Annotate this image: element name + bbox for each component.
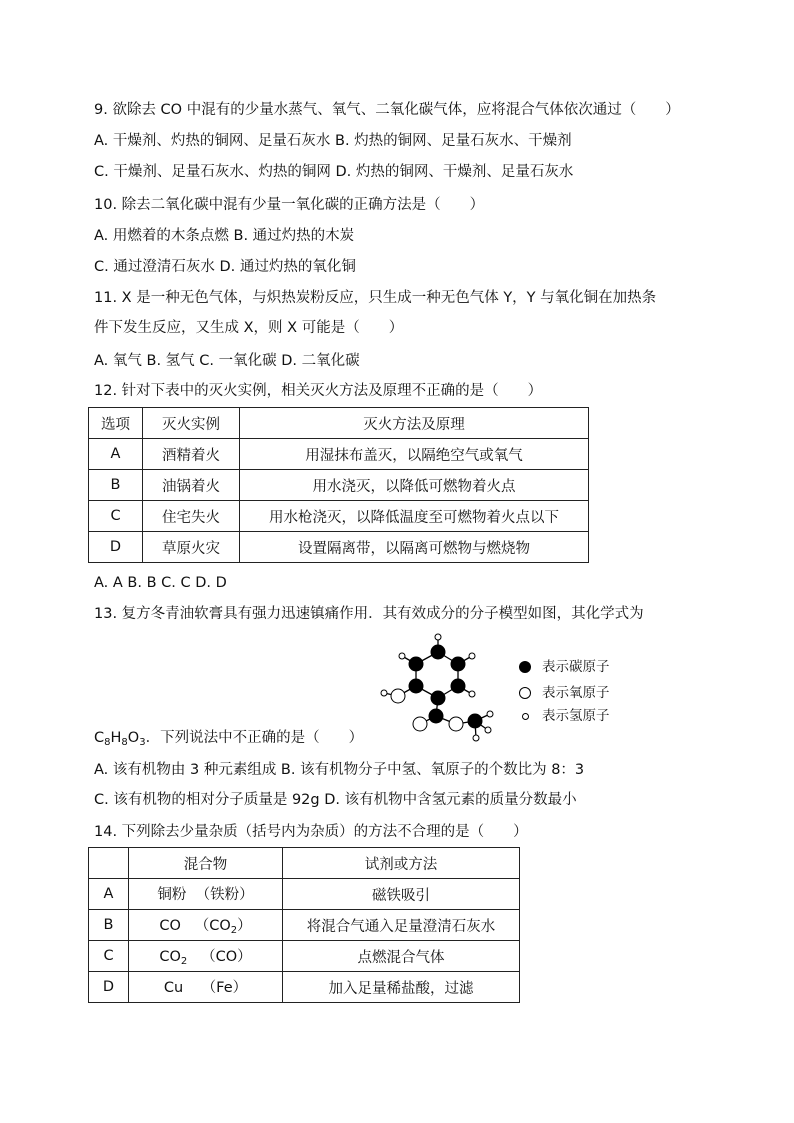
table-header-cell: 混合物 — [129, 848, 283, 879]
formula-o-count: 3 — [139, 737, 146, 748]
legend-oxygen-label: 表示氧原子 — [542, 685, 610, 701]
table-cell: 用水枪浇灭，以降低温度至可燃物着火点以下 — [240, 501, 589, 532]
q9-stem: 9. 欲除去 CO 中混有的少量水蒸气、氧气、二氧化碳气体，应将混合气体依次通过（ ） — [94, 102, 680, 118]
carbon-atom-icon — [516, 661, 534, 673]
table-row — [89, 532, 589, 563]
table-cell: 住宅失火 — [143, 501, 240, 532]
table-cell: A — [89, 439, 143, 470]
mixture-impurity-tail: ） — [237, 918, 252, 934]
q14-table — [88, 847, 520, 1003]
mixture-impurity: （Fe） — [201, 980, 248, 996]
mixture-cell — [129, 941, 283, 972]
table-cell: B — [89, 470, 143, 501]
hydrogen-atom-icon — [516, 713, 534, 720]
mixture-main: CO — [159, 918, 181, 934]
table-header-cell: 试剂或方法 — [283, 848, 520, 879]
table-cell: 酒精着火 — [143, 439, 240, 470]
table-cell: B — [89, 910, 129, 941]
table-header-cell: 灭火实例 — [143, 408, 240, 439]
formula-h: H — [110, 730, 122, 746]
mixture-impurity: （CO） — [201, 949, 252, 965]
table-cell: C — [89, 941, 129, 972]
table-cell: D — [89, 532, 143, 563]
table-row — [89, 879, 520, 910]
table-cell: 加入足量稀盐酸，过滤 — [283, 972, 520, 1003]
mixture-cell — [129, 910, 283, 941]
table-row — [89, 972, 520, 1003]
q13-formula-line — [94, 728, 363, 753]
table-cell: D — [89, 972, 129, 1003]
q11-stem-line2: 件下发生反应，又生成 X，则 X 可能是（ ） — [94, 320, 404, 336]
q12-table — [88, 407, 589, 563]
legend-carbon — [516, 657, 610, 677]
q12-options: A. A B. B C. C D. D — [94, 575, 227, 591]
table-cell: A — [89, 879, 129, 910]
q13-options-ab: A. 该有机物由 3 种元素组成 B. 该有机物分子中氢、氧原子的个数比为 8：3 — [94, 762, 585, 778]
oxygen-atom-icon — [516, 687, 534, 699]
table-row — [89, 910, 520, 941]
molecule-model-diagram — [378, 632, 500, 744]
mixture-impurity-sub: 2 — [230, 925, 238, 936]
mixture-main-sub: 2 — [180, 956, 188, 967]
table-cell: 磁铁吸引 — [283, 879, 520, 910]
q13-stem: 13. 复方冬青油软膏具有强力迅速镇痛作用．其有效成分的分子模型如图，其化学式为 — [94, 606, 644, 622]
q9-options-ab: A. 干燥剂、灼热的铜网、足量石灰水 B. 灼热的铜网、足量石灰水、干燥剂 — [94, 133, 572, 149]
table-row — [89, 470, 589, 501]
legend-oxygen — [516, 683, 610, 703]
mixture-cell — [129, 972, 283, 1003]
q12-stem: 12. 针对下表中的灭火实例，相关灭火方法及原理不正确的是（ ） — [94, 383, 543, 399]
legend-carbon-label: 表示碳原子 — [542, 659, 610, 675]
table-cell: 用水浇灭，以降低可燃物着火点 — [240, 470, 589, 501]
formula-c-count: 8 — [104, 737, 111, 748]
table-header-row — [89, 848, 520, 879]
mixture-impurity: （CO — [194, 918, 231, 934]
legend-hydrogen — [516, 706, 610, 726]
q11-options: A. 氧气 B. 氢气 C. 一氧化碳 D. 二氧化碳 — [94, 353, 360, 369]
q10-options-cd: C. 通过澄清石灰水 D. 通过灼热的氧化铜 — [94, 259, 356, 275]
formula-h-count: 8 — [121, 737, 128, 748]
table-cell: 草原火灾 — [143, 532, 240, 563]
table-header-row — [89, 408, 589, 439]
q11-stem-line1: 11. X 是一种无色气体，与炽热炭粉反应，只生成一种无色气体 Y，Y 与氧化铜在加热条 — [94, 290, 657, 306]
mixture-cell — [129, 879, 283, 910]
mixture-main: 铜粉 — [157, 887, 187, 903]
table-header-cell: 选项 — [89, 408, 143, 439]
mixture-main: Cu — [163, 980, 184, 996]
table-cell: C — [89, 501, 143, 532]
formula-o: O — [127, 730, 140, 746]
mixture-main: CO — [159, 949, 181, 965]
q13-options-cd: C. 该有机物的相对分子质量是 92g D. 该有机物中含氢元素的质量分数最小 — [94, 792, 577, 808]
formula-c: C — [94, 730, 105, 746]
table-row — [89, 439, 589, 470]
table-row — [89, 941, 520, 972]
q14-stem: 14. 下列除去少量杂质（括号内为杂质）的方法不合理的是（ ） — [94, 824, 528, 840]
table-header-cell — [89, 848, 129, 879]
q10-options-ab: A. 用燃着的木条点燃 B. 通过灼热的木炭 — [94, 228, 355, 244]
q9-options-cd: C. 干燥剂、足量石灰水、灼热的铜网 D. 灼热的铜网、干燥剂、足量石灰水 — [94, 164, 574, 180]
table-cell: 将混合气通入足量澄清石灰水 — [283, 910, 520, 941]
table-header-cell: 灭火方法及原理 — [240, 408, 589, 439]
table-cell: 油锅着火 — [143, 470, 240, 501]
legend-hydrogen-label: 表示氢原子 — [542, 708, 610, 724]
q10-stem: 10. 除去二氧化碳中混有少量一氧化碳的正确方法是（ ） — [94, 197, 485, 213]
table-cell: 设置隔离带，以隔离可燃物与燃烧物 — [240, 532, 589, 563]
table-row — [89, 501, 589, 532]
table-cell: 点燃混合气体 — [283, 941, 520, 972]
mixture-impurity: （铁粉） — [195, 887, 254, 903]
q13-stem-continuation: ．下列说法中不正确的是（ ） — [145, 730, 364, 746]
table-cell: 用湿抹布盖灭，以隔绝空气或氧气 — [240, 439, 589, 470]
